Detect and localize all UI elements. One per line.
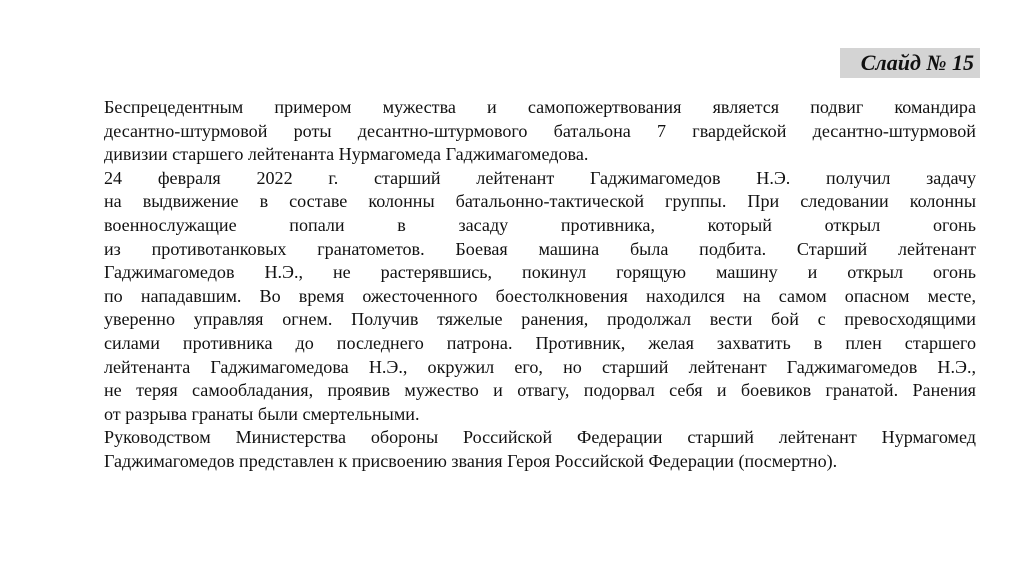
- text-line: уверенно управляя огнем. Получив тяжелые ранения, продолжал вести бой с превосходящими: [104, 309, 976, 330]
- paragraph-events: [66, 167, 976, 427]
- paragraph-intro: [66, 96, 976, 167]
- text-line: Гаджимагомедов представлен к присвоению звания Героя Российской Федерации (посмертно).: [104, 450, 838, 471]
- slide-number-label: Слайд № 15: [840, 48, 980, 78]
- text-line: Руководством Министерства обороны Российской Федерации старший лейтенант Нурмагомед: [104, 427, 976, 448]
- text-line: военнослужащие попали в засаду противника, который открыл огонь: [104, 214, 976, 235]
- text-line: лейтенанта Гаджимагомедова Н.Э., окружил его, но старший лейтенант Гаджимагомедов Н.Э.,: [104, 356, 976, 377]
- text-line: от разрыва гранаты были смертельными.: [104, 403, 420, 424]
- text-line: десантно-штурмовой роты десантно-штурмового батальона 7 гвардейской десантно-штурмовой: [104, 120, 976, 141]
- slide-text-body: [66, 96, 976, 474]
- text-line: дивизии старшего лейтенанта Нурмагомеда Гаджимагомедова.: [104, 144, 589, 165]
- text-line: Беспрецедентным примером мужества и самопожертвования является подвиг командира: [104, 97, 976, 117]
- text-line: на выдвижение в составе колонны батальонно-тактической группы. При следовании колонны: [104, 191, 976, 212]
- paragraph-award: [66, 426, 976, 473]
- text-line: силами противника до последнего патрона. Противник, желая захватить в плен старшего: [104, 332, 976, 353]
- text-line: 24 февраля 2022 г. старший лейтенант Гаджимагомедов Н.Э. получил задачу: [104, 167, 976, 188]
- text-line: Гаджимагомедов Н.Э., не растерявшись, покинул горящую машину и открыл огонь: [104, 262, 976, 283]
- text-line: по нападавшим. Во время ожесточенного боестолкновения находился на самом опасном месте,: [104, 285, 976, 306]
- text-line: из противотанковых гранатометов. Боевая машина была подбита. Старший лейтенант: [104, 238, 976, 259]
- text-line: не теряя самообладания, проявив мужество и отвагу, подорвал себя и боевиков гранатой. Ранения: [104, 380, 976, 401]
